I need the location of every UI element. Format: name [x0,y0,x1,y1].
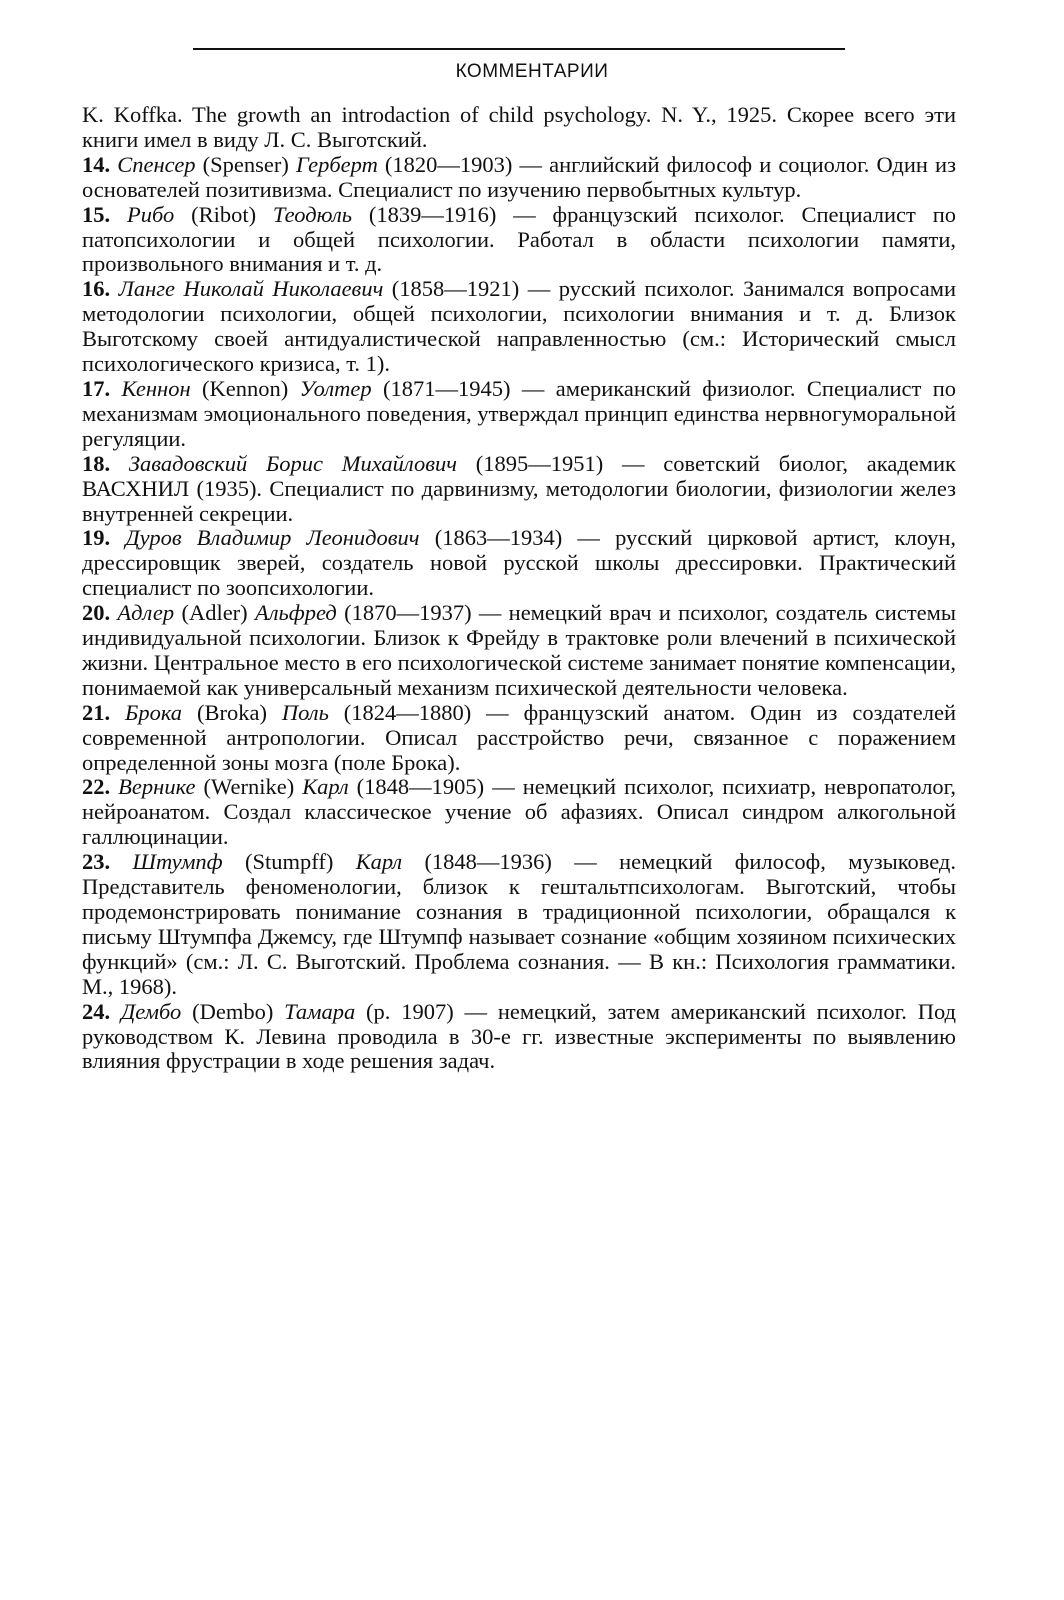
entry-description: (1839—1916) — французский психолог. Специалист по патопсихологии и общей психологии. Работал в области психологии памяти, произвольного внимания и т. д. [82,201,956,277]
entry-surname: Дембо [120,998,182,1024]
entry-description: (1820—1903) — английский философ и социолог. Один из основателей позитивизма. Специалист по изучению первобытных культур. [82,151,956,202]
entry-surname: Дуров Владимир Леонидович [125,525,420,551]
entry-surname: Кеннон [121,375,191,401]
entry-original-name: (Broka) [182,699,282,725]
entry-number: 19. [82,525,111,551]
entry-description: (1895—1951) — советский биолог, академик ВАСХНИЛ (1935). Специалист по дарвинизму, методологии биологии, физиологии желез внутренней секреции. [82,450,956,526]
entry-surname: Адлер [117,600,175,626]
comment-entry-18 [82,452,956,527]
entry-description: (1870—1937) — немецкий врач и психолог, создатель системы индивидуальной психологии. Близок к Фрейду в трактовке роли влечений в психической жизни. Центральное место в его психологической системе занимает понятие компенсации, понимаемой как универсальный механизм психической деятельности человека. [82,600,957,700]
entry-given-name: Поль [281,699,329,725]
entry-description: (р. 1907) — немецкий, затем американский психолог. Под руководством К. Левина проводила в 30-е гг. известные эксперименты по выявлению влияния фрустрации в ходе решения задач. [82,998,956,1074]
entry-number: 17. [82,375,111,401]
entry-number: 20. [82,600,111,626]
entry-number: 21. [82,699,111,725]
comment-entry-15 [82,203,956,278]
entry-number: 23. [82,849,111,875]
entry-description: (1848—1905) — немецкий психолог, психиатр, невропатолог, нейроанатом. Создал классическое учение об афазиях. Описал синдром алкогольной галлюцинации. [82,774,956,850]
header-rule [193,48,845,50]
entry-given-name: Уолтер [299,375,372,401]
entry-original-name: (Stumpff) [222,849,356,875]
comment-entry-24 [82,1000,956,1075]
entry-surname: Рибо [126,201,175,227]
entry-description: (1848—1936) — немецкий философ, музыковед. Представитель феноменологии, близок к гештальтпсихологам. Выготский, чтобы продемонстрировать понимание сознания в традиционной психологии, обращался к письму Штумпфа Джемсу, где Штумпф называет сознание «общим хозяином психических функций» (см.: Л. С. Выготский. Проблема сознания. — В кн.: Психология грамматики. М., 1968). [82,849,956,999]
entry-description: (1863—1934) — русский цирковой артист, клоун, дрессировщик зверей, создатель новой русской школы дрессировки. Практический специалист по зоопсихологии. [82,525,957,601]
entry-surname: Ланге Николай Николаевич [118,276,384,302]
entry-original-name: (Ribot) [174,201,273,227]
entry-given-name: Карл [355,849,403,875]
entry-original-name: (Dembo) [181,998,285,1024]
running-head: КОММЕНТАРИИ [455,61,609,82]
comment-entry-20 [82,601,956,701]
entry-text: K. Koffka. The growth an introdaction of child psychology. N. Y., 1925. Скорее всего эти книги имел в виду Л. С. Выготский. [82,102,956,152]
comment-entry-16 [82,277,956,377]
comment-entry-13-continuation [82,103,956,153]
entry-surname: Брока [125,699,183,725]
entry-original-name: (Adler) [174,600,255,626]
entry-given-name: Теодюль [272,201,353,227]
entry-number: 16. [82,276,111,302]
entry-description: (1871—1945) — американский физиолог. Специалист по механизмам эмоционального поведения, утверждал принцип единства нервногуморальной регуляции. [82,375,956,451]
entry-surname: Завадовский Борис Михайлович [128,450,458,476]
entry-given-name: Альфред [254,600,337,626]
comment-entry-17 [82,377,956,452]
entry-original-name: (Spenser) [195,151,296,177]
entry-original-name: (Wernike) [195,774,303,800]
entry-number: 22. [82,774,111,800]
comments-text [82,103,956,1074]
entry-given-name: Карл [302,774,349,800]
entry-number: 14. [82,151,111,177]
entry-description: (1858—1921) — русский психолог. Занимался вопросами методологии психологии, общей психологии, психологии внимания и т. д. Близок Выготскому своей антидуалистической направленностью (см.: Исторический смысл психологического кризиса, т. 1). [82,276,956,377]
entry-surname: Штумпф [132,849,223,875]
entry-number: 24. [82,998,111,1024]
entry-surname: Вернике [118,774,196,800]
comment-entry-14 [82,153,956,203]
entry-description: (1824—1880) — французский анатом. Один из создателей современной антропологии. Описал расстройство речи, связанное с поражением определенной зоны мозга (поле Брока). [82,699,956,775]
entry-original-name: (Kennon) [190,375,300,401]
comment-entry-21 [82,701,956,776]
entry-number: 18. [82,450,111,476]
entry-surname: Спенсер [117,151,196,177]
entry-number: 15. [82,201,111,227]
entry-given-name: Герберт [295,151,378,177]
comment-entry-19 [82,526,956,601]
comment-entry-22 [82,775,956,850]
entry-given-name: Тамара [284,998,356,1024]
comment-entry-23 [82,850,956,999]
